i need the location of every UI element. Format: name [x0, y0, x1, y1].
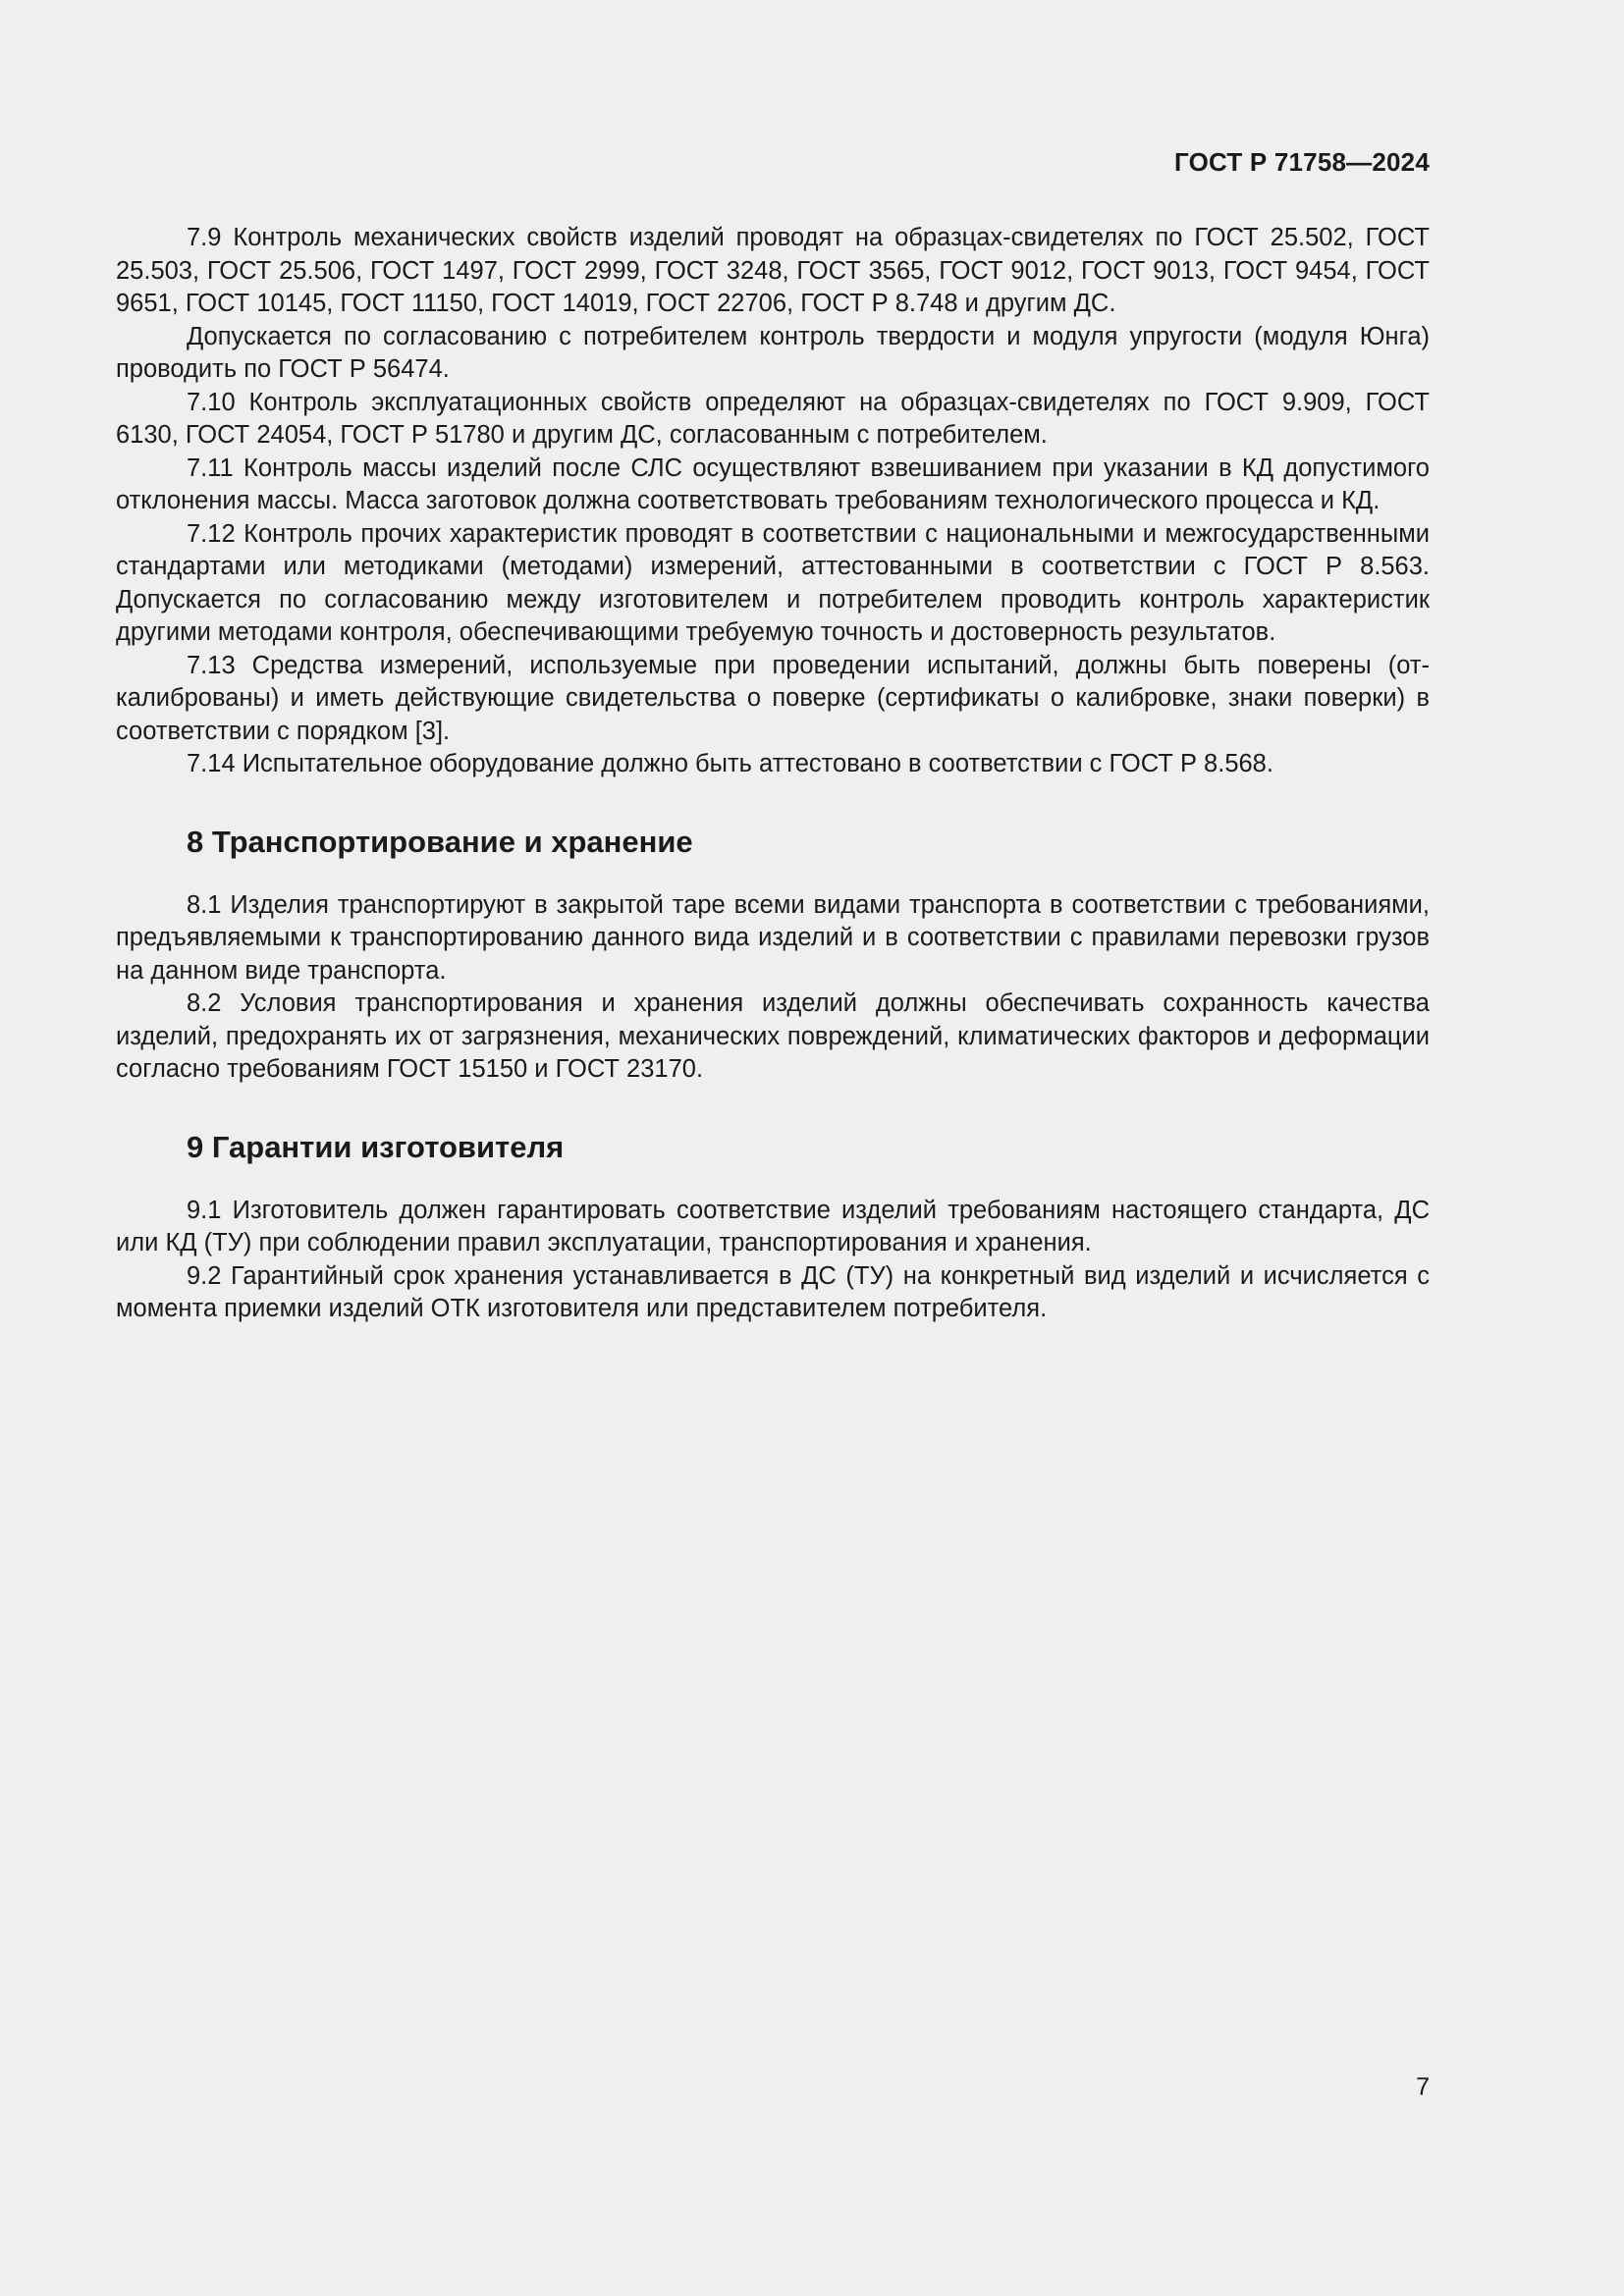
- paragraph-8-1: 8.1 Изделия транспортируют в закрытой таре всеми видами транспорта в соответствии с требованиями, предъявляемыми к транспортированию данного вида изделий и в соответствии с правилами перевозки грузов на данном виде транспорта.: [116, 890, 1430, 985]
- paragraph-7-10: 7.10 Контроль эксплуатационных свойств определяют на образцах-свидетелях по ГОСТ 9.909, ГОСТ 6130, ГОСТ 24054, ГОСТ Р 51780 и другим ДС, согласованным с потребителем.: [116, 388, 1430, 449]
- document-code-header: ГОСТ Р 71758—2024: [1174, 147, 1430, 177]
- paragraph-7-12: 7.12 Контроль прочих характеристик проводят в соответствии с национальными и межгосударственными стандартами или методиками (методами) измерений, аттестованными в соответствии с ГОСТ Р 8.563. Допускается по согласованию между изготовителем и потребителем проводить контроль характеристик другими методами контроля, обеспечивающими требуемую точность и достоверность результатов.: [116, 519, 1430, 646]
- section-9-title: 9 Гарантии изготовителя: [187, 1129, 565, 1164]
- page-number: 7: [1416, 2073, 1430, 2101]
- paragraph-7-14: 7.14 Испытательное оборудование должно быть аттестовано в соответствии с ГОСТ Р 8.568.: [187, 750, 1273, 777]
- document-body: [116, 222, 1430, 1326]
- paragraph-7-13: 7.13 Средства измерений, используемые при проведении испытаний, должны быть поверены (откалиброваны) и иметь действующие свидетельства о поверке (сертификаты о калибровке, знаки поверки) в соответствии с порядком [3].: [116, 651, 1430, 745]
- paragraph-8-2: 8.2 Условия транспортирования и хранения изделий должны обеспечивать сохранность качества изделий, предохранять их от загрязнения, механических повреждений, климатических факторов и деформации согласно требованиям ГОСТ 15150 и ГОСТ 23170.: [116, 989, 1430, 1083]
- paragraph-7-9: 7.9 Контроль механических свойств изделий проводят на образцах-свидетелях по ГОСТ 25.502, ГОСТ 25.503, ГОСТ 25.506, ГОСТ 1497, ГОСТ 2999, ГОСТ 3248, ГОСТ 3565, ГОСТ 9012, ГОСТ 9013, ГОСТ 9454, ГОСТ 9651, ГОСТ 10145, ГОСТ 11150, ГОСТ 14019, ГОСТ 22706, ГОСТ Р 8.748 и другим ДС.: [116, 224, 1430, 317]
- paragraph-9-1: 9.1 Изготовитель должен гарантировать соответствие изделий требованиям настоящего стандарта, ДС или КД (ТУ) при соблюдении правил эксплуатации, транспортирования и хранения.: [116, 1196, 1430, 1256]
- paragraph-7-11: 7.11 Контроль массы изделий после СЛС осуществляют взвешиванием при указании в КД допустимого отклонения массы. Масса заготовок должна соответствовать требованиям технологического процесса и КД.: [116, 454, 1430, 514]
- section-8-title: 8 Транспортирование и хранение: [187, 824, 693, 859]
- paragraph-7-9-note: Допускается по согласованию с потребителем контроль твердости и модуля упругости (модуля Юнга) проводить по ГОСТ Р 56474.: [116, 322, 1430, 383]
- paragraph-9-2: 9.2 Гарантийный срок хранения устанавливается в ДС (ТУ) на конкретный вид изделий и исчисляется с момента приемки изделий ОТК изготовителя или представителем потребителя.: [116, 1261, 1430, 1322]
